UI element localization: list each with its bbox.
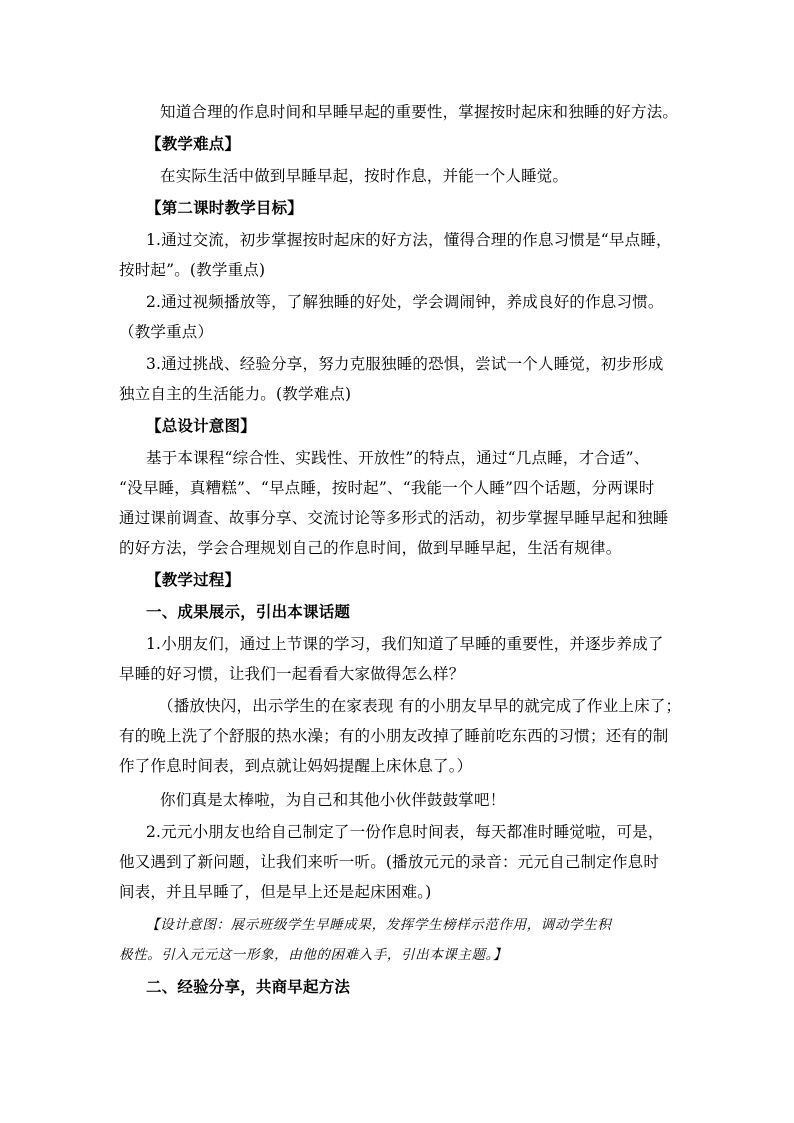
- paragraph-line: 作了作息时间表，到点就让妈妈提醒上床休息了。）: [119, 757, 473, 775]
- paragraph-line: 有的晚上洗了个舒服的热水澡；有的小朋友改掉了睡前吃东西的习惯；还有的制: [119, 727, 669, 745]
- paragraph-line: “没早睡，真糟糕”、“早点睡，按时起”、“我能一个人睡”四个话题，分两课时: [119, 479, 655, 497]
- paragraph-line: 知道合理的作息时间和早睡早起的重要性，掌握按时起床和独睡的好方法。: [160, 103, 679, 121]
- paragraph-line: 间表，并且早睡了，但是早上还是起床困难。): [119, 883, 432, 901]
- paragraph-line: 1.通过交流，初步掌握按时起床的好方法，懂得合理的作息习惯是“早点睡，: [146, 231, 672, 249]
- design-note-line: 极性。引入元元这一形象，由他的困难入手，引出本课主题。】: [119, 947, 508, 963]
- paragraph-line: 3.通过挑战、经验分享，努力克服独睡的恐惧，尝试一个人睡觉，初步形成: [146, 355, 664, 373]
- paragraph-line: 他又遇到了新问题，让我们来听一听。(播放元元的录音：元元自己制定作息时: [119, 853, 660, 871]
- paragraph-line: 通过课前调查、故事分享、交流讨论等多形式的活动，初步掌握早睡早起和独睡: [119, 509, 669, 527]
- paragraph-line: 1.小朋友们，通过上节课的学习，我们知道了早睡的重要性，并逐步养成了: [146, 635, 664, 653]
- paragraph-line: 你们真是太棒啦，为自己和其他小伙伴鼓鼓掌吧！: [160, 791, 506, 809]
- paragraph-line: （教学重点）: [119, 323, 214, 341]
- paragraph-line: 的好方法，学会合理规划自己的作息时间，做到早睡早起，生活有规律。: [119, 539, 622, 557]
- paragraph-line: （播放快闪，出示学生的在家表现 有的小朋友早早的就完成了作业上床了；: [158, 697, 682, 715]
- design-note-line: 【设计意图：展示班级学生早睡成果，发挥学生榜样示范作用，调动学生积: [146, 917, 612, 933]
- section-heading: 【教学难点】: [146, 134, 241, 153]
- paragraph-line: 基于本课程“综合性、实践性、开放性”的特点，通过“几点睡，才合适”、: [146, 449, 650, 467]
- section-heading: 【教学过程】: [146, 570, 241, 589]
- paragraph-line: 2.通过视频播放等，了解独睡的好处，学会调闹钟，养成良好的作息习惯。: [146, 293, 664, 311]
- paragraph-line: 按时起”。(教学重点): [119, 261, 266, 279]
- subsection-heading: 二、经验分享，共商早起方法: [146, 977, 351, 996]
- paragraph-line: 在实际生活中做到早睡早起，按时作息，并能一个人睡觉。: [160, 167, 569, 185]
- paragraph-line: 早睡的好习惯，让我们一起看看大家做得怎么样？: [119, 665, 465, 683]
- paragraph-line: 2.元元小朋友也给自己制定了一份作息时间表，每天都准时睡觉啦，可是，: [146, 823, 664, 841]
- section-heading: 【总设计意图】: [146, 416, 256, 435]
- section-heading: 【第二课时教学目标】: [146, 198, 304, 217]
- subsection-heading: 一、成果展示，引出本课话题: [146, 602, 351, 621]
- paragraph-line: 独立自主的生活能力。(教学难点): [119, 385, 352, 403]
